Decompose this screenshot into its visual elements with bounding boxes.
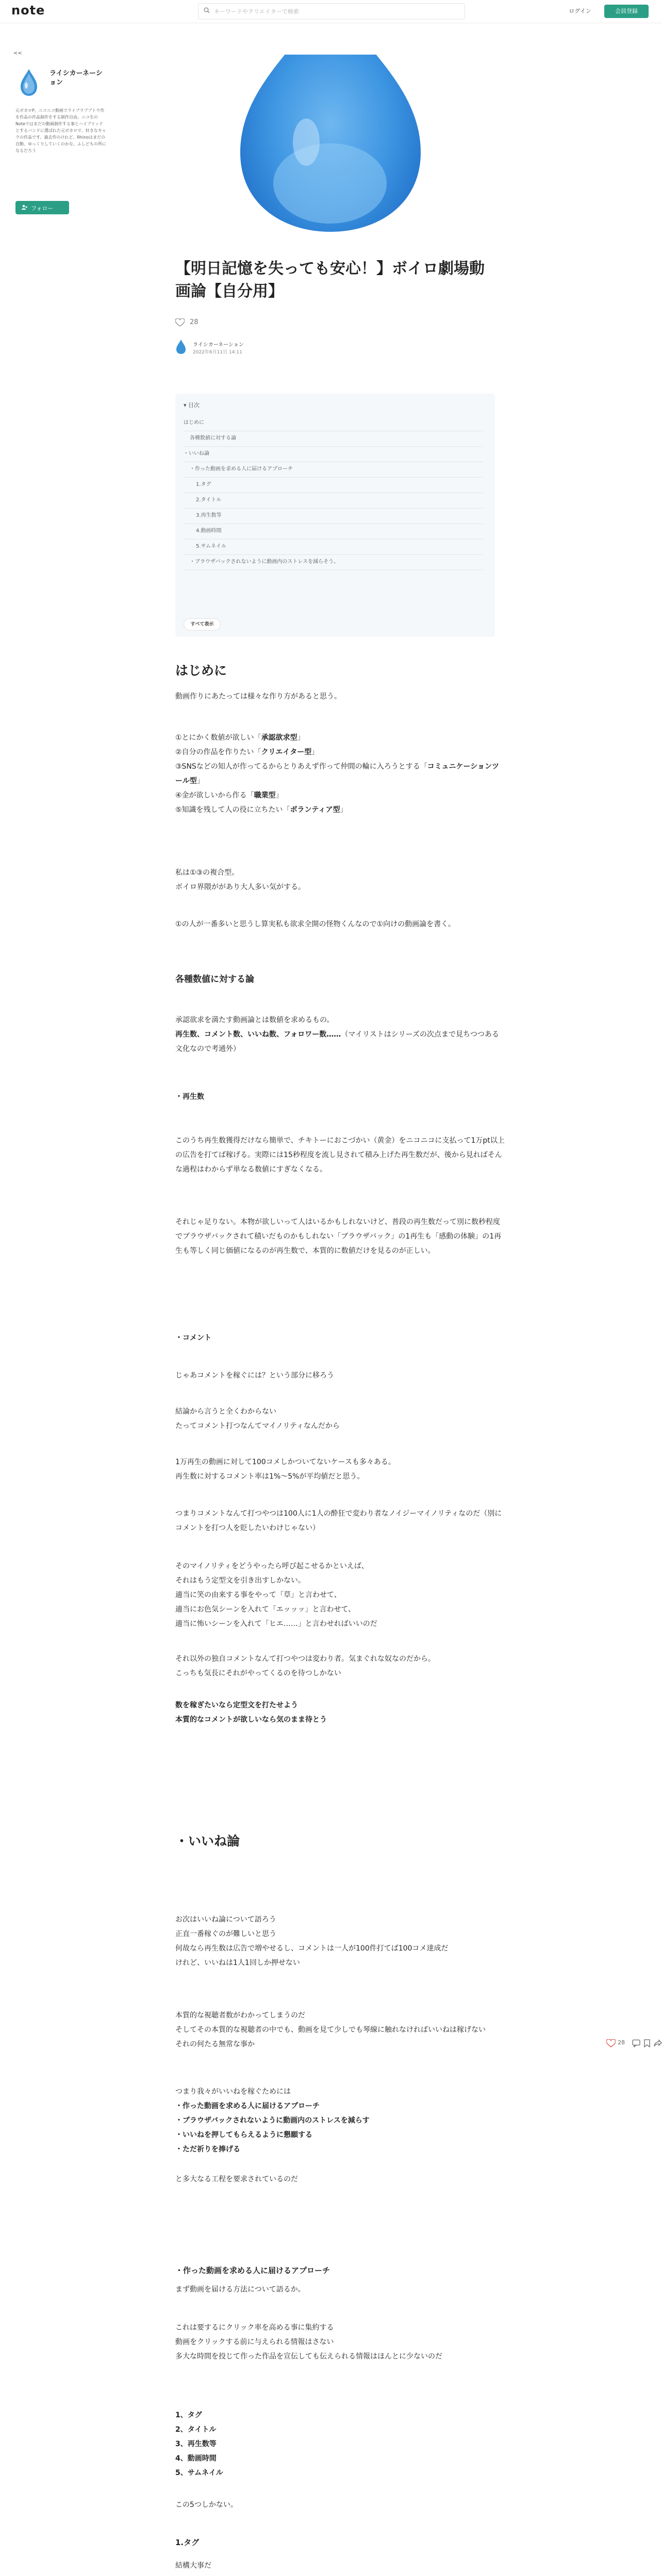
toc-item[interactable]: ・ブラウザバックされないように動画内のストレスを減らそう。 <box>184 554 483 570</box>
like-count: 28 <box>190 318 198 326</box>
paragraph: そのマイノリティをどうやったら呼び起こせるかといえば、 それはもう定型文を引き出すしかない。 適当に笑の由来する事をやって「草」と言わせて、 適当にお色気シーンを入れて「エッッッ」と言わせて、 適当に怖いシーンを入れて「ヒエ……」と言わせればいいのだ <box>175 1562 377 1628</box>
list-item: ・ただ祈りを捧げる <box>175 2145 240 2154</box>
toc-toggle-icon: ▾ <box>184 402 189 409</box>
type-2-end: 」 <box>311 748 319 756</box>
paragraph: この5つしかない。 <box>175 2501 238 2509</box>
paragraph-line: ボイロ界隈ががあり大人多い気がする。 <box>175 883 305 891</box>
search-input[interactable] <box>198 3 465 20</box>
paragraph: 本質的な視聴者数がわかってしまうのだ そしてその本質的な視聴者の中でも、動画を見て少しでも琴線に触れなければいいねは稼げない それの何たる無常な事か <box>175 2011 486 2048</box>
paragraph: このうち再生数獲得だけなら簡単で、チキトーにおこづかい（黄金）をニコニコに支払って1万pt以上の広告を打てば稼げる。実際には15秒程度を流し見されて積み上げた再生数だが、後から見ればそんな過程はわからず単なる数値にすぎなくなる。 <box>175 1137 505 1174</box>
paragraph: 動画作りにあたっては様々な作り方があると思う。 <box>175 692 341 701</box>
search-icon <box>204 7 210 13</box>
section-heading: 各種数値に対する論 <box>175 974 254 985</box>
article-title: 【明日記憶を失っても安心！】ボイロ劇場動画論【自分用】 <box>175 260 485 300</box>
back-link[interactable]: << <box>13 50 22 56</box>
paragraph-line: 承認欲求を満たす動画論とは数値を求めるもの。 <box>175 1016 334 1024</box>
toc-item[interactable]: 各種数値に対する論 <box>184 431 483 447</box>
bold-line: 本質的なコメントが欲しいなら気のまま待とう <box>175 1716 327 1724</box>
toc-item[interactable]: はじめに <box>184 415 483 431</box>
type-3-text: ③SNSなどの知人が作ってるからとりあえず作って仲間の輪に入ろうとする「 <box>175 762 427 771</box>
creator-bio: 元ボカロP。ニコニコ動画でライブラブブトウ作を作品の作品制作をする制作自由。ニコ生のNoteではまだの動画制作する事とハイブリッドとするバンドに選ばれた元ボカロで、好きなキャラの作品です。過去作のけれど。Rhinoはまだの自動、ゆっくりしていくのかな、ふしどもの所になるだろう <box>15 108 106 153</box>
paragraph: お次はいいね論について語ろう 正直一番稼ぐのが難しいと思う 何故なら再生数は広告で増やせるし、コメントは一人が100件打てば100コメ達成だ けれど、いいねは1人1回しか押せない <box>175 1916 449 1967</box>
paragraph <box>175 1013 505 1056</box>
type-2-text: ②自分の作品を作りたい「 <box>175 748 261 756</box>
list-item: 2、タイトル <box>175 2426 217 2434</box>
share-icon[interactable] <box>654 2039 662 2047</box>
paragraph: ①の人が一番多いと思うし算実私も欲求全開の怪物くんなので①向けの動画論を書く。 <box>175 920 455 928</box>
type-4-end: 」 <box>275 791 283 800</box>
list-item: 1、タグ <box>175 2411 202 2419</box>
toc-show-all-button[interactable]: すべて表示 <box>184 618 221 631</box>
list-item: ・いいねを押してもらえるように懇願する <box>175 2131 312 2139</box>
type-2-bold: クリエイター型 <box>261 748 312 756</box>
author-name[interactable]: ライシカーネーション <box>193 342 244 348</box>
paragraph: これは要するにクリック率を高める事に集約する 動画をクリックする前に与えられる情報はさない 多大な時間を投じて作った作品を宣伝しても伝えられる情報はほんとに少ないのだ <box>175 2324 442 2361</box>
type-5-text: ⑤知識を残して人の役に立ちたい「 <box>175 806 290 814</box>
section-heading: はじめに <box>175 663 227 678</box>
paragraph <box>175 866 505 894</box>
approach-list <box>175 2099 505 2157</box>
type-5-end: 」 <box>340 806 347 814</box>
comment-icon[interactable] <box>632 2039 640 2047</box>
paragraph: 1万再生の動画に対して100コメしかついてないケースも多々ある。 再生数に対するコメント率は1%〜5%が平均値だと思う。 <box>175 1458 395 1481</box>
subsection-heading: ・作った動画を求める人に届けるアプローチ <box>175 2266 330 2275</box>
paragraph: 結論から言うと全くわからない たってコメント打つなんてマイノリティなんだから <box>175 1408 340 1430</box>
paragraph: それ以外の独自コメントなんて打つやつは変わり者。気まぐれな奴なのだから。 こっちも気長にそれがやってくるのを待つしかない <box>175 1655 435 1677</box>
type-1-text: ①とにかく数値が欲しい「 <box>175 734 261 742</box>
like-count: 28 <box>618 2039 625 2046</box>
type-5-bold: ボランティア型 <box>290 806 340 814</box>
table-of-contents <box>175 394 495 637</box>
top-navigation-bar <box>0 0 662 23</box>
paragraph <box>175 1698 505 1727</box>
bookmark-icon[interactable] <box>643 2039 651 2047</box>
type-3-bold: コミュニケーションツール型 <box>175 762 499 785</box>
toc-title-label: 目次 <box>188 402 200 409</box>
subsection-heading: 1.タグ <box>175 2538 200 2547</box>
signup-button[interactable]: 会員登録 <box>604 5 649 18</box>
paragraph: まず動画を届ける方法について語るか。 <box>175 2285 305 2294</box>
follow-label: フォロー <box>31 205 54 212</box>
bold-metrics: 再生数、コメント数、いいね数、フォロワー数…… <box>175 1030 341 1039</box>
note-logo[interactable]: note <box>11 3 45 18</box>
author-info <box>175 338 382 359</box>
toc-item[interactable]: 5.サムネイル <box>184 539 483 555</box>
type-4-bold: 職業型 <box>254 791 276 800</box>
heart-icon[interactable] <box>606 2039 616 2047</box>
paragraph: 結構大事だ <box>175 2562 211 2570</box>
toc-item[interactable]: 1.タグ <box>184 477 483 493</box>
list-item: 3、再生数等 <box>175 2440 217 2448</box>
toc-item[interactable]: ・作った動画を求める人に届けるアプローチ <box>184 462 483 478</box>
toc-item[interactable]: 3.再生数等 <box>184 508 483 524</box>
type-1-bold: 承認欲求型 <box>261 734 297 742</box>
toc-item[interactable]: 4.動画時間 <box>184 523 483 539</box>
creator-name[interactable]: ライシカーネーション <box>49 70 103 87</box>
paragraph: と多大なる工程を要求されているのだ <box>175 2175 298 2183</box>
subsection-heading: ・コメント <box>175 1334 211 1342</box>
paragraph: じゃあコメントを稼ぐには？という部分に移ろう <box>175 1371 334 1380</box>
article-eyecatch-image <box>229 55 432 232</box>
creator-avatar[interactable] <box>19 68 39 97</box>
type-1-end: 」 <box>297 734 305 742</box>
paragraph: つまり我々がいいねを稼ぐためには <box>175 2088 291 2096</box>
water-drop-illustration <box>229 55 432 232</box>
heart-icon[interactable] <box>175 318 185 327</box>
type-3-end: 」 <box>196 777 204 785</box>
login-button[interactable]: ログイン <box>569 8 591 14</box>
toc-title[interactable] <box>184 401 200 409</box>
type-4-text: ④金が欲しいから作る「 <box>175 791 254 800</box>
paragraph: それじゃ足りない。本物が欲しいって人はいるかもしれないけど、普段の再生数だって別に数秒程度でブラウザバックされて積いだものかもしれない「ブラウザバック」の1再生も「感動の体験」の1再生も等しく同じ価値になるのが再生数で、本質的に数値だけを見るのが正しい。 <box>175 1218 502 1255</box>
type-list <box>175 731 505 817</box>
paragraph: つまりコメントなんて打つやつは100人に1人の酔狂で変わり者なノイジーマイノリティなのだ（別にコメントを打つ人を貶したいわけじゃない） <box>175 1510 502 1532</box>
list-item: 4、動画時間 <box>175 2454 217 2463</box>
subsection-heading: ・再生数 <box>175 1093 204 1101</box>
paragraph-line: 私は①③の複合型。 <box>175 869 239 877</box>
publish-date: 2022年6月11日 14:11 <box>193 350 242 355</box>
list-item: 5、サムネイル <box>175 2469 223 2477</box>
toc-item[interactable]: 2.タイトル <box>184 493 483 509</box>
toc-item[interactable]: ・いいね論 <box>184 446 483 462</box>
bold-line: 数を稼ぎたいなら定型文を打たせよう <box>175 1701 298 1709</box>
list-item: ・ブラウザバックされないように動画内のストレスを減らす <box>175 2116 370 2125</box>
author-avatar[interactable] <box>175 339 187 354</box>
section-heading: ・いいね論 <box>175 1834 240 1849</box>
follow-button[interactable] <box>15 201 69 214</box>
paragraph-line: （マイリストはシリーズの次点まで見ちつつある文化なので考通外） <box>175 1030 499 1053</box>
floating-action-bar <box>606 2037 662 2053</box>
list-item: ・作った動画を求める人に届けるアプローチ <box>175 2102 320 2110</box>
add-user-icon <box>22 205 27 210</box>
search-placeholder: キーワードやクリエイターで検索 <box>214 8 299 15</box>
number-list <box>175 2408 505 2480</box>
